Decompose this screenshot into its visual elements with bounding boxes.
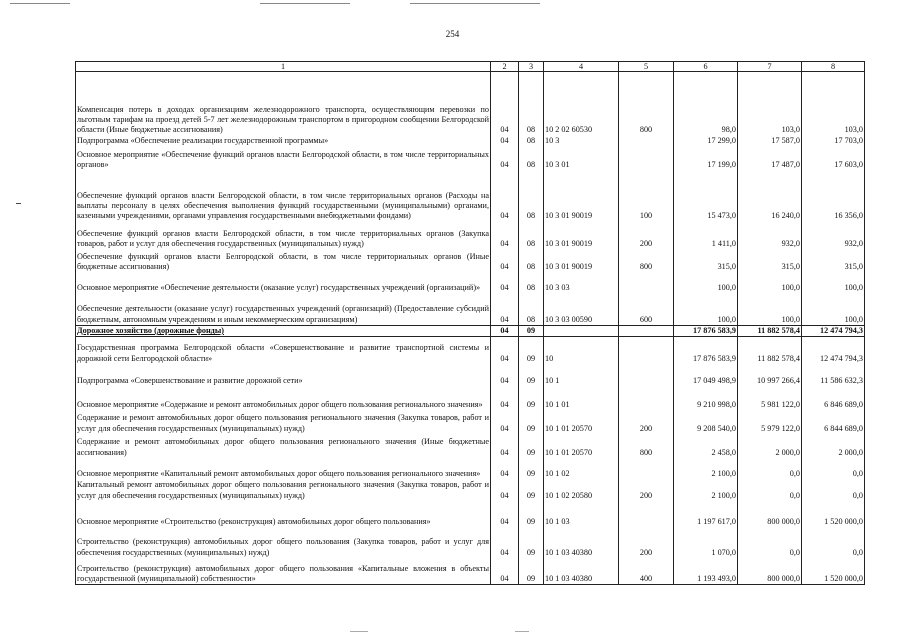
row-amount-year2: 932,0	[738, 222, 802, 250]
row-target-article: 10 3 01	[544, 147, 619, 171]
row-target-article: 10 1 01 20570	[544, 410, 619, 434]
row-subsection: 08	[519, 294, 544, 326]
row-amount-year2: 0,0	[738, 479, 802, 501]
row-section: 04	[491, 410, 519, 434]
row-section: 04	[491, 72, 519, 136]
row-amount-year1: 2 100,0	[674, 458, 738, 479]
budget-table	[75, 61, 865, 585]
table-row	[76, 458, 865, 479]
row-amount-year2: 10 997 266,4	[738, 364, 802, 386]
table-row	[76, 501, 865, 527]
row-amount-year3: 1 520 000,0	[802, 501, 865, 527]
row-target-article: 10 3	[544, 136, 619, 147]
table-body	[76, 72, 865, 585]
table-row	[76, 326, 865, 337]
row-expense-type	[619, 501, 674, 527]
scan-top-line-right	[410, 3, 540, 4]
row-expense-type: 200	[619, 527, 674, 558]
row-expense-type: 200	[619, 222, 674, 250]
table-row	[76, 147, 865, 171]
table-row	[76, 273, 865, 294]
row-name: Основное мероприятие «Обеспечение функций органов власти Белгородской области, в том числе территориальных органов»	[76, 147, 491, 171]
row-amount-year3: 17 603,0	[802, 147, 865, 171]
row-subsection: 08	[519, 171, 544, 222]
row-name: Обеспечение функций органов власти Белгородской области, в том числе территориальных органов (Расходы на выплаты персоналу в целях обеспечения выполнения функций государственными (муниципальными) органами, казенными учреждениями, органами управления государственными внебюджетными фондами)	[76, 171, 491, 222]
row-amount-year1: 100,0	[674, 273, 738, 294]
row-amount-year2: 2 000,0	[738, 434, 802, 458]
row-amount-year1: 1 411,0	[674, 222, 738, 250]
row-amount-year3: 6 844 689,0	[802, 410, 865, 434]
table-row	[76, 171, 865, 222]
row-section: 04	[491, 294, 519, 326]
table-row	[76, 250, 865, 273]
row-section: 04	[491, 364, 519, 386]
row-expense-type: 100	[619, 171, 674, 222]
row-target-article: 10 3 01 90019	[544, 171, 619, 222]
row-name: Подпрограмма «Совершенствование и развитие дорожной сети»	[76, 364, 491, 386]
row-amount-year3: 12 474 794,3	[802, 326, 865, 337]
row-name: Обеспечение деятельности (оказание услуг) государственных учреждений (организаций) (Предоставление субсидий бюджетным, автономным учреждениям и иным некоммерческим организациям)	[76, 294, 491, 326]
row-amount-year3: 11 586 632,3	[802, 364, 865, 386]
row-section: 04	[491, 136, 519, 147]
row-expense-type	[619, 273, 674, 294]
header-col-3: 3	[519, 62, 544, 72]
row-subsection: 09	[519, 337, 544, 364]
row-expense-type: 800	[619, 250, 674, 273]
row-amount-year2: 315,0	[738, 250, 802, 273]
row-target-article: 10 1	[544, 364, 619, 386]
row-target-article: 10	[544, 337, 619, 364]
row-target-article: 10 3 01 90019	[544, 250, 619, 273]
table-row	[76, 527, 865, 558]
row-section: 04	[491, 558, 519, 585]
row-amount-year3: 0,0	[802, 479, 865, 501]
scan-bottom-mark-right	[515, 631, 529, 632]
row-name: Капитальный ремонт автомобильных дорог общего пользования регионального значения (Закупка товаров, работ и услуг для обеспечения государственных (муниципальных) нужд)	[77, 480, 489, 500]
table-row	[76, 479, 865, 501]
row-target-article: 10 1 01	[544, 386, 619, 410]
row-amount-year3: 16 356,0	[802, 171, 865, 222]
row-name: Основное мероприятие «Содержание и ремонт автомобильных дорог общего пользования регионального значения»	[76, 386, 491, 410]
row-amount-year3: 0,0	[802, 527, 865, 558]
table-row	[76, 136, 865, 147]
row-amount-year1: 17 876 583,9	[674, 326, 738, 337]
header-col-4: 4	[544, 62, 619, 72]
row-subsection: 09	[519, 527, 544, 558]
row-amount-year3: 315,0	[802, 250, 865, 273]
row-subsection: 08	[519, 222, 544, 250]
row-expense-type: 600	[619, 294, 674, 326]
table-row	[76, 364, 865, 386]
row-subsection: 09	[519, 479, 544, 501]
row-amount-year3: 932,0	[802, 222, 865, 250]
row-subsection: 08	[519, 273, 544, 294]
row-subsection: 09	[519, 326, 544, 337]
row-name: Компенсация потерь в доходах организациям железнодорожного транспорта, осуществляющим перевозки по льготным тарифам на проезд детей 5-7 лет железнодорожным транспортом в пригородном сообщении Белгородской области (Иные бюджетные ассигнования)	[76, 72, 491, 136]
row-target-article: 10 1 01 20570	[544, 434, 619, 458]
row-amount-year2: 11 882 578,4	[738, 337, 802, 364]
row-name: Строительство (реконструкция) автомобильных дорог общего пользования (Закупка товаров, работ и услуг для обеспечения государственных (муниципальных) нужд)	[76, 527, 491, 558]
header-col-2: 2	[491, 62, 519, 72]
row-expense-type	[619, 458, 674, 479]
table-row	[76, 558, 865, 585]
table-row	[76, 386, 865, 410]
row-amount-year3: 0,0	[802, 458, 865, 479]
table-row	[76, 294, 865, 326]
header-col-7: 7	[738, 62, 802, 72]
row-amount-year2: 16 240,0	[738, 171, 802, 222]
row-subsection: 08	[519, 136, 544, 147]
row-amount-year3: 103,0	[802, 72, 865, 136]
row-subsection: 09	[519, 501, 544, 527]
row-subsection: 09	[519, 386, 544, 410]
row-name: Обеспечение функций органов власти Белгородской области, в том числе территориальных органов (Иные бюджетные ассигнования)	[76, 250, 491, 273]
header-col-1: 1	[76, 62, 491, 72]
row-expense-type	[619, 136, 674, 147]
row-amount-year1: 15 473,0	[674, 171, 738, 222]
row-name: Основное мероприятие «Обеспечение деятельности (оказание услуг) государственных учреждений (организаций)»	[76, 273, 491, 294]
row-amount-year1: 17 299,0	[674, 136, 738, 147]
row-amount-year3: 12 474 794,3	[802, 337, 865, 364]
scan-margin-mark	[16, 203, 21, 204]
row-subsection: 09	[519, 434, 544, 458]
header-col-5: 5	[619, 62, 674, 72]
row-amount-year2: 17 587,0	[738, 136, 802, 147]
row-amount-year2: 100,0	[738, 294, 802, 326]
row-section: 04	[491, 386, 519, 410]
table-row	[76, 337, 865, 364]
scan-bottom-mark-left	[350, 631, 368, 632]
row-subsection: 08	[519, 72, 544, 136]
row-target-article: 10 1 03 40380	[544, 527, 619, 558]
row-name: Подпрограмма «Обеспечение реализации государственной программы»	[76, 136, 491, 147]
row-amount-year3: 6 846 689,0	[802, 386, 865, 410]
row-amount-year2: 800 000,0	[738, 558, 802, 585]
row-amount-year1: 9 208 540,0	[674, 410, 738, 434]
row-section: 04	[491, 171, 519, 222]
table-row	[76, 410, 865, 434]
row-amount-year2: 17 487,0	[738, 147, 802, 171]
row-amount-year1: 2 458,0	[674, 434, 738, 458]
scan-top-line-left	[10, 3, 70, 4]
row-section: 04	[491, 250, 519, 273]
row-amount-year1: 9 210 998,0	[674, 386, 738, 410]
row-section: 04	[491, 458, 519, 479]
row-target-article: 10 1 03 40380	[544, 558, 619, 585]
row-expense-type: 200	[619, 479, 674, 501]
row-amount-year1: 98,0	[674, 72, 738, 136]
row-section: 04	[491, 337, 519, 364]
row-amount-year1: 17 876 583,9	[674, 337, 738, 364]
row-amount-year2: 0,0	[738, 527, 802, 558]
row-target-article: 10 1 02	[544, 458, 619, 479]
row-expense-type	[619, 326, 674, 337]
row-section: 04	[491, 501, 519, 527]
row-target-article: 10 3 01 90019	[544, 222, 619, 250]
row-amount-year1: 315,0	[674, 250, 738, 273]
row-name: Основное мероприятие «Капитальный ремонт автомобильных дорог общего пользования регионального значения»	[76, 458, 491, 479]
row-section: 04	[491, 222, 519, 250]
row-amount-year1: 17 199,0	[674, 147, 738, 171]
row-expense-type: 800	[619, 72, 674, 136]
row-amount-year3: 1 520 000,0	[802, 558, 865, 585]
row-target-article: 10 3 03 00590	[544, 294, 619, 326]
row-amount-year2: 5 979 122,0	[738, 410, 802, 434]
row-amount-year3: 17 703,0	[802, 136, 865, 147]
row-amount-year2: 11 882 578,4	[738, 326, 802, 337]
row-amount-year3: 100,0	[802, 294, 865, 326]
row-amount-year2: 100,0	[738, 273, 802, 294]
row-amount-year2: 800 000,0	[738, 501, 802, 527]
row-amount-year1: 1 193 493,0	[674, 558, 738, 585]
row-amount-year3: 100,0	[802, 273, 865, 294]
row-subsection: 09	[519, 410, 544, 434]
table-row	[76, 222, 865, 250]
row-name: Строительство (реконструкция) автомобильных дорог общего пользования «Капитальные вложения в объекты государственной (муниципальной) собственности»	[76, 558, 491, 585]
row-section: 04	[491, 326, 519, 337]
row-subsection: 08	[519, 147, 544, 171]
row-amount-year1: 100,0	[674, 294, 738, 326]
table-row	[76, 434, 865, 458]
row-name: Основное мероприятие «Строительство (реконструкция) автомобильных дорог общего пользования»	[76, 501, 491, 527]
row-expense-type	[619, 337, 674, 364]
header-col-6: 6	[674, 62, 738, 72]
row-expense-type	[619, 147, 674, 171]
row-expense-type: 800	[619, 434, 674, 458]
row-target-article: 10 1 03	[544, 501, 619, 527]
row-target-article: 10 3 03	[544, 273, 619, 294]
row-section: 04	[491, 434, 519, 458]
row-subsection: 09	[519, 364, 544, 386]
row-name: Содержание и ремонт автомобильных дорог общего пользования регионального значения (Закупка товаров, работ и услуг для обеспечения государственных (муниципальных) нужд)	[76, 410, 491, 434]
row-amount-year3: 2 000,0	[802, 434, 865, 458]
row-subsection: 08	[519, 250, 544, 273]
page-number: 254	[445, 29, 460, 39]
row-amount-year1: 2 100,0	[674, 479, 738, 501]
row-amount-year2: 5 981 122,0	[738, 386, 802, 410]
row-expense-type: 200	[619, 410, 674, 434]
row-expense-type: 400	[619, 558, 674, 585]
row-amount-year2: 103,0	[738, 72, 802, 136]
table-row	[76, 72, 865, 136]
row-expense-type	[619, 364, 674, 386]
row-amount-year1: 17 049 498,9	[674, 364, 738, 386]
row-section: 04	[491, 479, 519, 501]
row-target-article: 10 1 02 20580	[544, 479, 619, 501]
row-section: 04	[491, 147, 519, 171]
row-target-article: 10 2 02 60530	[544, 72, 619, 136]
row-amount-year1: 1 070,0	[674, 527, 738, 558]
row-name: Дорожное хозяйство (дорожные фонды)	[76, 326, 491, 337]
row-target-article	[544, 326, 619, 337]
row-subsection: 09	[519, 458, 544, 479]
row-name: Государственная программа Белгородской области «Совершенствование и развитие транспортной системы и дорожной сети Белгородской области»	[76, 337, 491, 364]
row-name: Обеспечение функций органов власти Белгородской области, в том числе территориальных органов (Закупка товаров, работ и услуг для обеспечения государственных (муниципальных) нужд)	[76, 222, 491, 250]
header-col-8: 8	[802, 62, 865, 72]
row-expense-type	[619, 386, 674, 410]
row-name: Содержание и ремонт автомобильных дорог общего пользования регионального значения (Иные бюджетные ассигнования)	[76, 434, 491, 458]
scan-top-line-mid	[260, 3, 350, 4]
row-amount-year2: 0,0	[738, 458, 802, 479]
row-subsection: 09	[519, 558, 544, 585]
row-section: 04	[491, 527, 519, 558]
row-section: 04	[491, 273, 519, 294]
table-header-row	[76, 62, 865, 72]
row-amount-year1: 1 197 617,0	[674, 501, 738, 527]
